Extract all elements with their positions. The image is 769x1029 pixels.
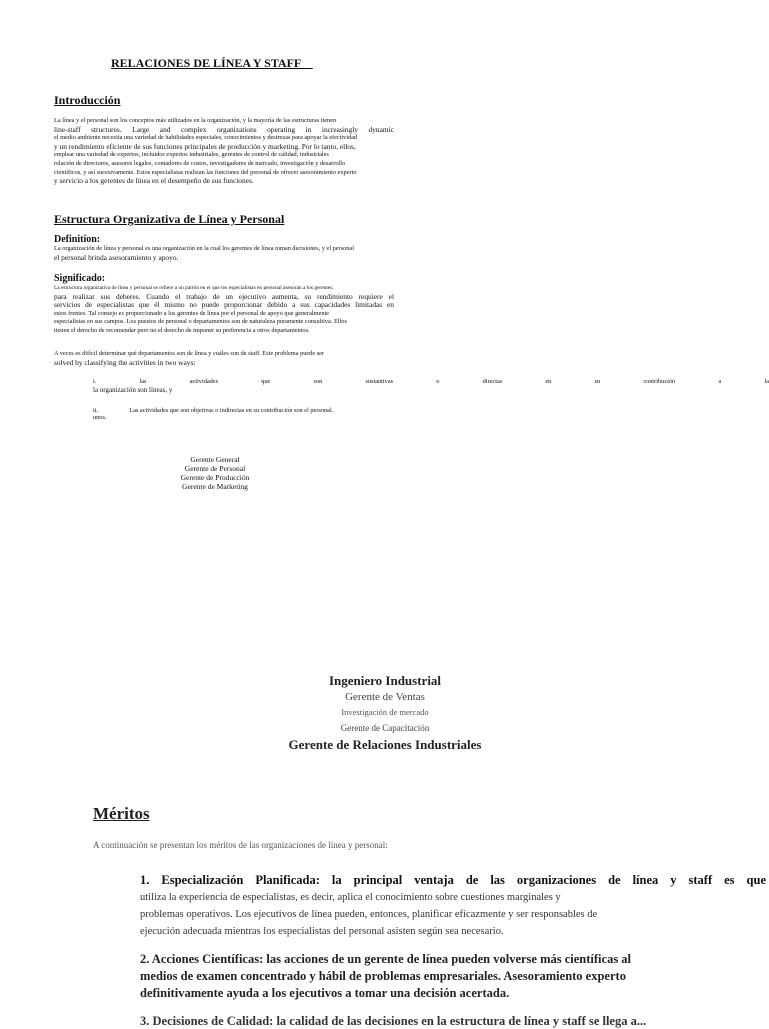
list-word: directas bbox=[482, 378, 503, 385]
list-word: su bbox=[594, 378, 601, 385]
merit-item-2-line: medios de examen concentrado y hábil de problemas empresariales. Asesoramiento experto bbox=[140, 969, 626, 983]
definition-paragraph bbox=[54, 245, 394, 262]
list-word: en bbox=[545, 378, 552, 385]
list-item bbox=[93, 407, 333, 421]
difficulty-line: A veces es difícil determinar qué departamentos son de línea y cuáles son de staff. Este problema puede ser bbox=[54, 350, 325, 357]
significance-label: Significado: bbox=[54, 273, 106, 284]
intro-line: y servicio a los gerentes de línea en el desempeño de sus funciones. bbox=[54, 176, 254, 186]
difficulty-paragraph bbox=[54, 350, 394, 367]
intro-line: line-staff structures. Large and complex organizations operating in increasingly dynamic bbox=[54, 124, 394, 134]
org-chart-node: Gerente de Marketing bbox=[182, 482, 248, 491]
definition-label: Definition: bbox=[54, 234, 101, 245]
list-item-words bbox=[93, 378, 769, 385]
significance-paragraph bbox=[54, 284, 394, 336]
merits-intro: A continuación se presentan los méritos de las organizaciones de línea y personal: bbox=[93, 840, 388, 850]
merit-item-1-line: ejecución adecuada mientras los especialistas del personal asisten según sea necesario. bbox=[140, 926, 504, 937]
merit-item-1-lead: 1. Especialización Planificada: la principal ventaja de las organizaciones de línea y staff es que bbox=[140, 873, 766, 887]
list-word: contribución bbox=[643, 378, 676, 385]
org-chart-node: Gerente de Capacitación bbox=[340, 723, 430, 733]
org-chart-node: Gerente General bbox=[190, 455, 240, 464]
intro-heading: Introducción bbox=[54, 93, 121, 107]
org-chart-node: Investigación de mercado bbox=[341, 707, 429, 717]
list-word: que bbox=[261, 378, 271, 385]
list-number: i. bbox=[93, 378, 97, 385]
merit-item-1-line: utiliza la experiencia de especialistas, es decir, aplica el conocimiento sobre cuestiones marginales y bbox=[140, 892, 561, 903]
list-item-continuation: unos. bbox=[93, 414, 107, 421]
list-number: ii. bbox=[93, 407, 99, 414]
document-title: RELACIONES DE LÍNEA Y STAFF bbox=[111, 56, 313, 70]
significance-line: estos frentes. Tal consejo es proporcionado a los gerentes de línea por el personal de apoyo que generalmente bbox=[54, 309, 330, 317]
intro-paragraph bbox=[54, 117, 394, 186]
intro-line: y un rendimiento eficiente de sus funciones principales de producción y marketing. Por lo tanto, ellos, bbox=[54, 141, 356, 151]
list-item-continuation: la organización son líneas, y bbox=[93, 386, 173, 394]
list-word: o bbox=[436, 378, 440, 385]
list-word: a bbox=[718, 378, 722, 385]
significance-line: servicios de especialistas que él mismo no puede proporcionar debido a sus capacidades limitadas en bbox=[54, 300, 394, 310]
org-chart-2 bbox=[230, 672, 540, 753]
merit-item-2-line: 2. Acciones Científicas: las acciones de un gerente de línea pueden volverse más científicas al bbox=[140, 952, 632, 966]
list-word: sustantivas bbox=[365, 378, 394, 385]
org-chart-node: Gerente de Personal bbox=[184, 464, 246, 473]
merit-item-2-line: definitivamente ayuda a los ejecutivos a tomar una decisión acertada. bbox=[140, 986, 510, 1000]
intro-line: emplear una variedad de expertos, incluidos expertos industriales, gerentes de control de calidad, industriales bbox=[54, 151, 329, 159]
merit-item-1 bbox=[140, 872, 766, 940]
org-chart-node: Gerente de Ventas bbox=[345, 691, 425, 703]
list-item-line bbox=[93, 407, 333, 414]
list-item-text: Las actividades que son objetivas o indirectas en su contribución son el personal. bbox=[129, 407, 334, 414]
org-chart-node: Gerente de Producción bbox=[180, 473, 250, 482]
definition-line: La organización de línea y personal es una organización en la cual los gerentes de línea toman decisiones, y el personal bbox=[54, 245, 354, 252]
org-chart-1 bbox=[150, 455, 280, 491]
list-word: son bbox=[313, 378, 323, 385]
list-item bbox=[93, 378, 769, 394]
intro-line: científicos, y así sucesivamente. Estos especialistas realizan las funciones del personal de ofrecer asesoramiento experto bbox=[54, 168, 357, 176]
org-chart-node: Gerente de Relaciones Industriales bbox=[288, 737, 482, 752]
merit-item-2 bbox=[140, 951, 766, 1002]
difficulty-line: solved by classifying the activities in two ways: bbox=[54, 357, 196, 367]
structure-heading: Estructura Organizativa de Línea y Personal bbox=[54, 212, 285, 226]
merit-item-3: 3. Decisiones de Calidad: la calidad de las decisiones en la estructura de línea y staff se llega a... bbox=[140, 1014, 647, 1028]
merits-heading: Méritos bbox=[93, 804, 150, 823]
intro-line: el medio ambiente necesita una variedad de habilidades especiales, conocimientos y destrezas para apoyar la efectividad bbox=[54, 134, 358, 142]
list-word: las bbox=[139, 378, 147, 385]
intro-line: relación de directores, asesores legales, contadores de costos, investigadores de mercado, investigación y desarrollo bbox=[54, 159, 346, 167]
list-word: actividades bbox=[189, 378, 219, 385]
significance-line: para realizar sus deberes. Cuando el trabajo de un ejecutivo aumenta, su rendimiento requiere el bbox=[54, 291, 394, 301]
significance-line: La estructura organizativa de línea y personal se refiere a un patrón en el que los especialistas en personal asesoran a los gerentes. bbox=[54, 285, 334, 291]
merit-item-1-line: problemas operativos. Los ejecutivos de línea pueden, entonces, planificar eficazmente y ser responsables de bbox=[140, 909, 598, 920]
org-chart-node: Ingeniero Industrial bbox=[328, 673, 442, 688]
intro-line: La línea y el personal son los conceptos más utilizados en la organización, y la mayoría de las estructuras tienen bbox=[54, 117, 337, 124]
significance-line: tienen el derecho de recomendar pero no el derecho de imponer su preferencia a otros departamentos. bbox=[54, 326, 310, 334]
list-word: la bbox=[764, 378, 769, 385]
significance-line: especialistas en sus campos. Los puestos de personal o departamentos son de naturaleza puramente consultiva. Ellos bbox=[54, 318, 347, 326]
definition-line: el personal brinda asesoramiento y apoyo. bbox=[54, 252, 179, 262]
